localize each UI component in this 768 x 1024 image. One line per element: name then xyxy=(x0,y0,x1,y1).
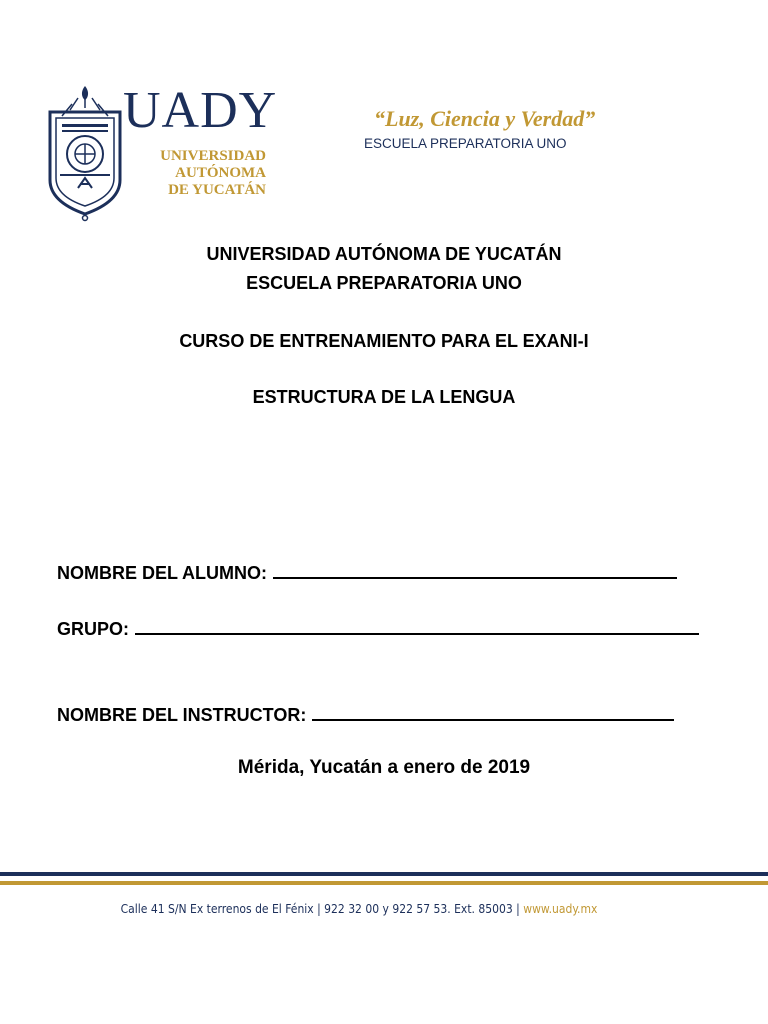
student-name-field xyxy=(57,559,677,584)
instructor-blank[interactable] xyxy=(312,701,674,721)
place-date: Mérida, Yucatán a enero de 2019 xyxy=(237,757,531,778)
title-subject: ESTRUCTURA DE LA LENGUA xyxy=(252,387,516,407)
title-school: ESCUELA PREPARATORIA UNO xyxy=(246,273,522,293)
student-name-label: NOMBRE DEL ALUMNO: xyxy=(57,563,267,583)
logo-sub-line-1: UNIVERSIDAD xyxy=(160,148,266,164)
group-label: GRUPO: xyxy=(57,619,129,639)
logo-subtitle xyxy=(138,148,266,199)
title-university: UNIVERSIDAD AUTÓNOMA DE YUCATÁN xyxy=(206,244,562,264)
footer-website-link[interactable]: www.uady.mx xyxy=(523,902,598,916)
student-name-blank[interactable] xyxy=(273,559,677,579)
logo-sub-line-3: DE YUCATÁN xyxy=(168,182,266,198)
header-school-name: ESCUELA PREPARATORIA UNO xyxy=(364,136,567,151)
logo-sub-line-2: AUTÓNOMA xyxy=(175,165,266,181)
university-seal-logo xyxy=(40,80,130,222)
footer-rule-navy xyxy=(0,872,768,876)
title-course: CURSO DE ENTRENAMIENTO PARA EL EXANI-I xyxy=(179,331,589,351)
footer-address: Calle 41 S/N Ex terrenos de El Fénix | 922 32 00 y 922 57 53. Ext. 85003 | xyxy=(120,902,524,916)
footer-rule-gold xyxy=(0,881,768,885)
group-blank[interactable] xyxy=(135,615,699,635)
group-field xyxy=(57,615,699,640)
motto: “Luz, Ciencia y Verdad” xyxy=(374,106,596,131)
footer xyxy=(0,902,743,916)
uady-logo-text: UADY xyxy=(123,82,278,139)
instructor-field xyxy=(57,701,674,726)
instructor-label: NOMBRE DEL INSTRUCTOR: xyxy=(57,705,307,725)
